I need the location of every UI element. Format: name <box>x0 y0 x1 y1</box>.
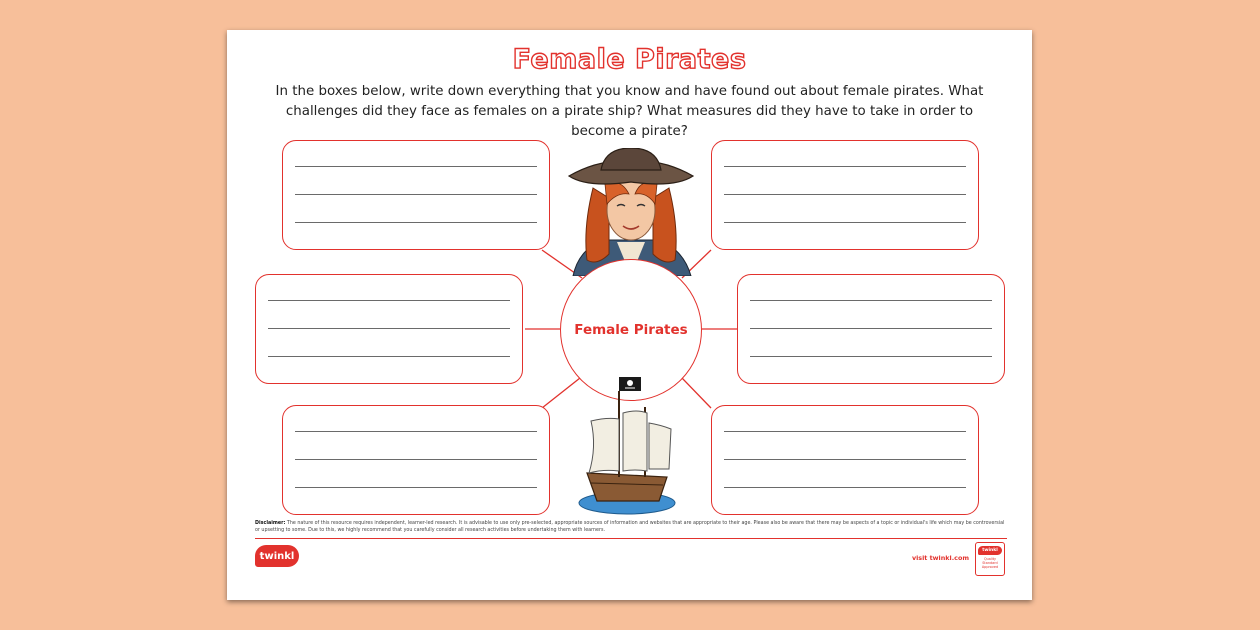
connector-bottom-right <box>682 378 711 408</box>
writing-box-bottom-left[interactable] <box>282 405 550 515</box>
visit-twinkl-link[interactable]: visit twinkl.com <box>911 554 969 562</box>
badge-text: Quality Standard Approved <box>981 557 999 569</box>
footer-divider <box>255 538 1007 539</box>
hub-label: Female Pirates <box>574 322 688 338</box>
twinkl-logo[interactable] <box>255 545 299 567</box>
pirate-ship-icon <box>577 373 677 515</box>
quality-badge-icon <box>975 542 1005 576</box>
worksheet <box>227 30 1032 600</box>
writing-box-bottom-right[interactable] <box>711 405 979 515</box>
female-pirate-portrait-icon <box>565 148 697 276</box>
writing-box-top-left[interactable] <box>282 140 550 250</box>
disclaimer-text: The nature of this resource requires independent, learner-led research. It is advisable to use only pre-selected, appropriate sources of information and websites that are appropriate to their age. Please also be aware that there may be aspects of a topic or individual's life which may be controversial or upsetting to some. Due to this, we highly recommend that you carefully consider all research activities before undertaking them with learners. <box>255 521 1005 533</box>
instructions-text: In the boxes below, write down everything that you know and have found out about female pirates. What challenges did they face as females on a pirate ship? What measures did they have to take in order to become a pirate? <box>275 84 984 139</box>
writing-box-middle-right[interactable] <box>737 274 1005 384</box>
worksheet-title: Female Pirates <box>512 44 747 75</box>
connector-bottom-left <box>542 378 580 408</box>
twinkl-logo-text: twinkl <box>259 550 295 562</box>
disclaimer <box>255 520 1007 534</box>
badge-logo: twinkl <box>978 546 1002 555</box>
disclaimer-heading: Disclaimer: <box>255 521 286 526</box>
writing-box-top-right[interactable] <box>711 140 979 250</box>
writing-box-middle-left[interactable] <box>255 274 523 384</box>
